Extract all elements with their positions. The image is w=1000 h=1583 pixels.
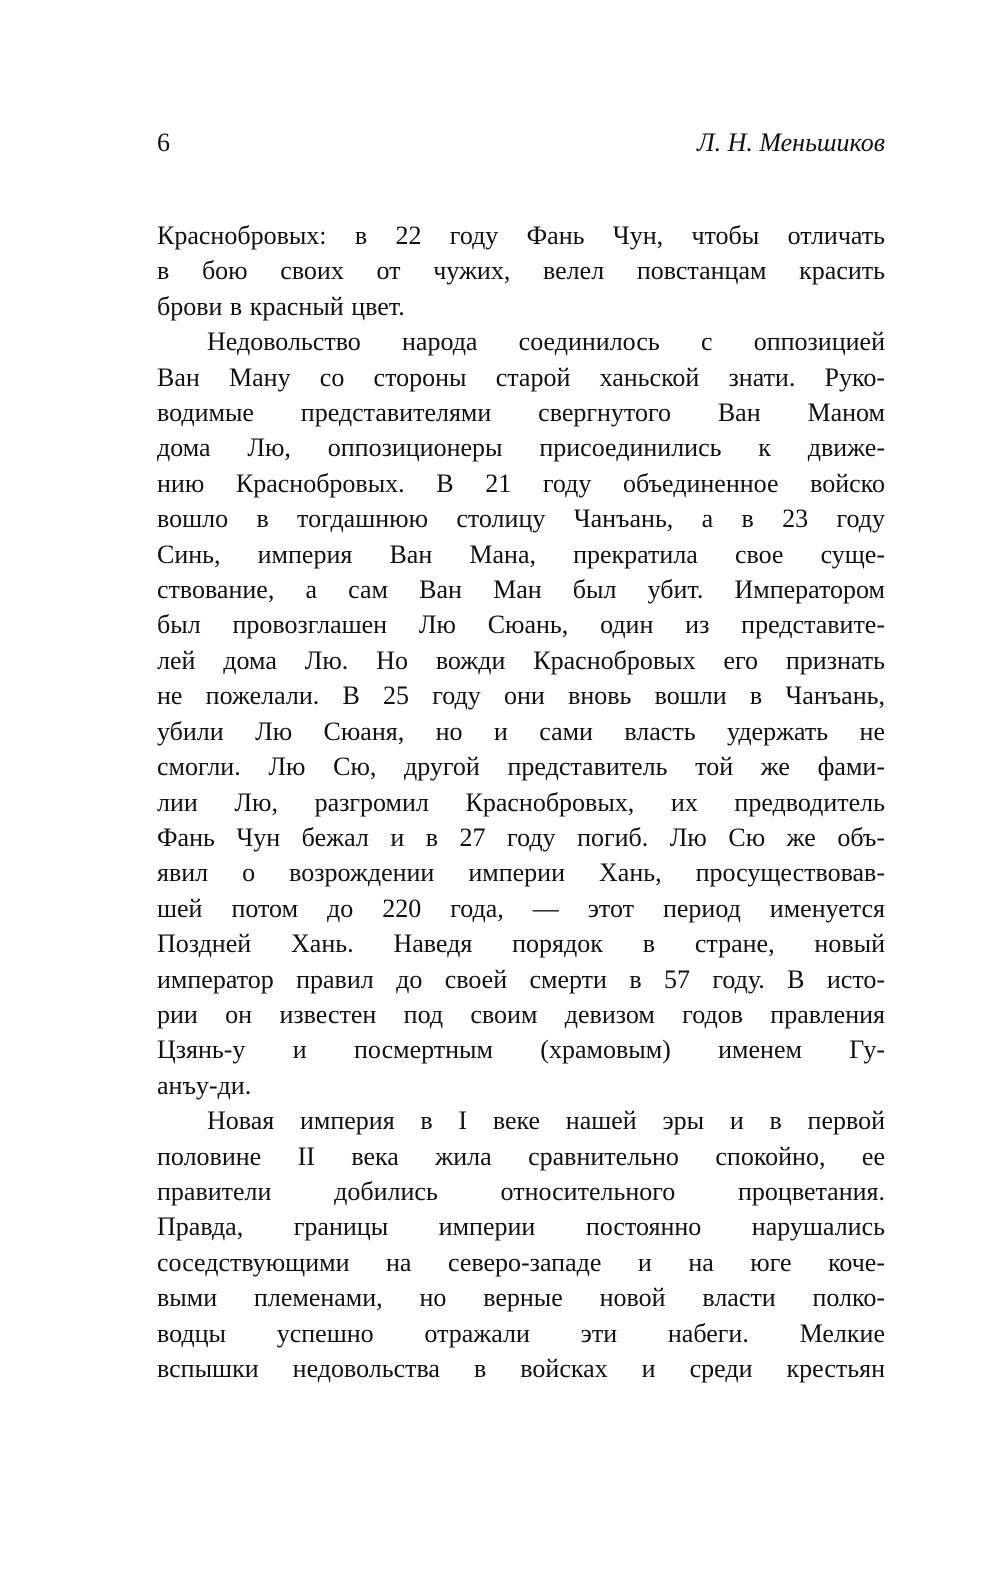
text-line: Ван Ману со стороны старой ханьской знати. Руко- bbox=[157, 362, 885, 392]
text-line: брови в красный цвет. bbox=[157, 291, 405, 321]
text-line: водимые представителями свергнутого Ван Маном bbox=[157, 398, 885, 428]
paragraph bbox=[157, 324, 885, 1103]
page-number: 6 bbox=[157, 128, 170, 157]
page-header bbox=[157, 128, 885, 158]
text-line: не пожелали. В 25 году они вновь вошли в Чанъань, bbox=[157, 681, 885, 711]
text-line: Поздней Хань. Наведя порядок в стране, новый bbox=[157, 929, 885, 959]
text-line: Фань Чун бежал и в 27 году погиб. Лю Сю же объ- bbox=[157, 822, 885, 852]
text-line: анъу-ди. bbox=[157, 1070, 252, 1100]
text-line: лии Лю, разгромил Краснобровых, их предводитель bbox=[157, 787, 885, 817]
text-line: смогли. Лю Сю, другой представитель той же фами- bbox=[157, 752, 885, 782]
text-line: император правил до своей смерти в 57 году. В исто- bbox=[157, 964, 885, 994]
text-line: половине II века жила сравнительно спокойно, ее bbox=[157, 1141, 885, 1171]
text-line: выми племенами, но верные новой власти полко- bbox=[157, 1283, 885, 1313]
text-line: был провозглашен Лю Сюань, один из представите- bbox=[157, 610, 885, 640]
text-line: ствование, а сам Ван Ман был убит. Императором bbox=[157, 575, 885, 605]
text-line: Правда, границы империи постоянно нарушались bbox=[157, 1212, 885, 1242]
paragraph bbox=[157, 1103, 885, 1386]
text-line: Недовольство народа соединилось с оппозицией bbox=[207, 327, 885, 357]
text-line: убили Лю Сюаня, но и сами власть удержать не bbox=[157, 716, 885, 746]
text-line: дома Лю, оппозиционеры присоединились к движе- bbox=[157, 433, 885, 463]
running-head-author: Л. Н. Меньшиков bbox=[696, 128, 885, 157]
text-line: Синь, империя Ван Мана, прекратила свое суще- bbox=[157, 539, 885, 569]
text-line: нию Краснобровых. В 21 году объединенное войско bbox=[157, 468, 885, 498]
text-line: шей потом до 220 года, — этот период именуется bbox=[157, 893, 885, 923]
text-line: вспышки недовольства в войсках и среди крестьян bbox=[157, 1354, 885, 1383]
text-line: Цзянь-у и посмертным (храмовым) именем Гу- bbox=[157, 1035, 885, 1065]
page-body bbox=[157, 218, 885, 1386]
text-line: правители добились относительного процветания. bbox=[157, 1176, 885, 1206]
text-line: явил о возрождении империи Хань, просуществовав- bbox=[157, 858, 885, 888]
paragraph bbox=[157, 218, 885, 324]
text-line: соседствующими на северо-западе и на юге коче- bbox=[157, 1247, 885, 1277]
text-line: в бою своих от чужих, велел повстанцам красить bbox=[157, 256, 885, 286]
text-line: Краснобровых: в 22 году Фань Чун, чтобы отличать bbox=[157, 221, 885, 250]
text-line: лей дома Лю. Но вожди Краснобровых его признать bbox=[157, 645, 885, 675]
text-line: Новая империя в I веке нашей эры и в первой bbox=[207, 1106, 885, 1136]
text-line: водцы успешно отражали эти набеги. Мелкие bbox=[157, 1318, 885, 1348]
text-line: рии он известен под своим девизом годов правления bbox=[157, 999, 885, 1029]
text-line: вошло в тогдашнюю столицу Чанъань, а в 23 году bbox=[157, 504, 885, 534]
